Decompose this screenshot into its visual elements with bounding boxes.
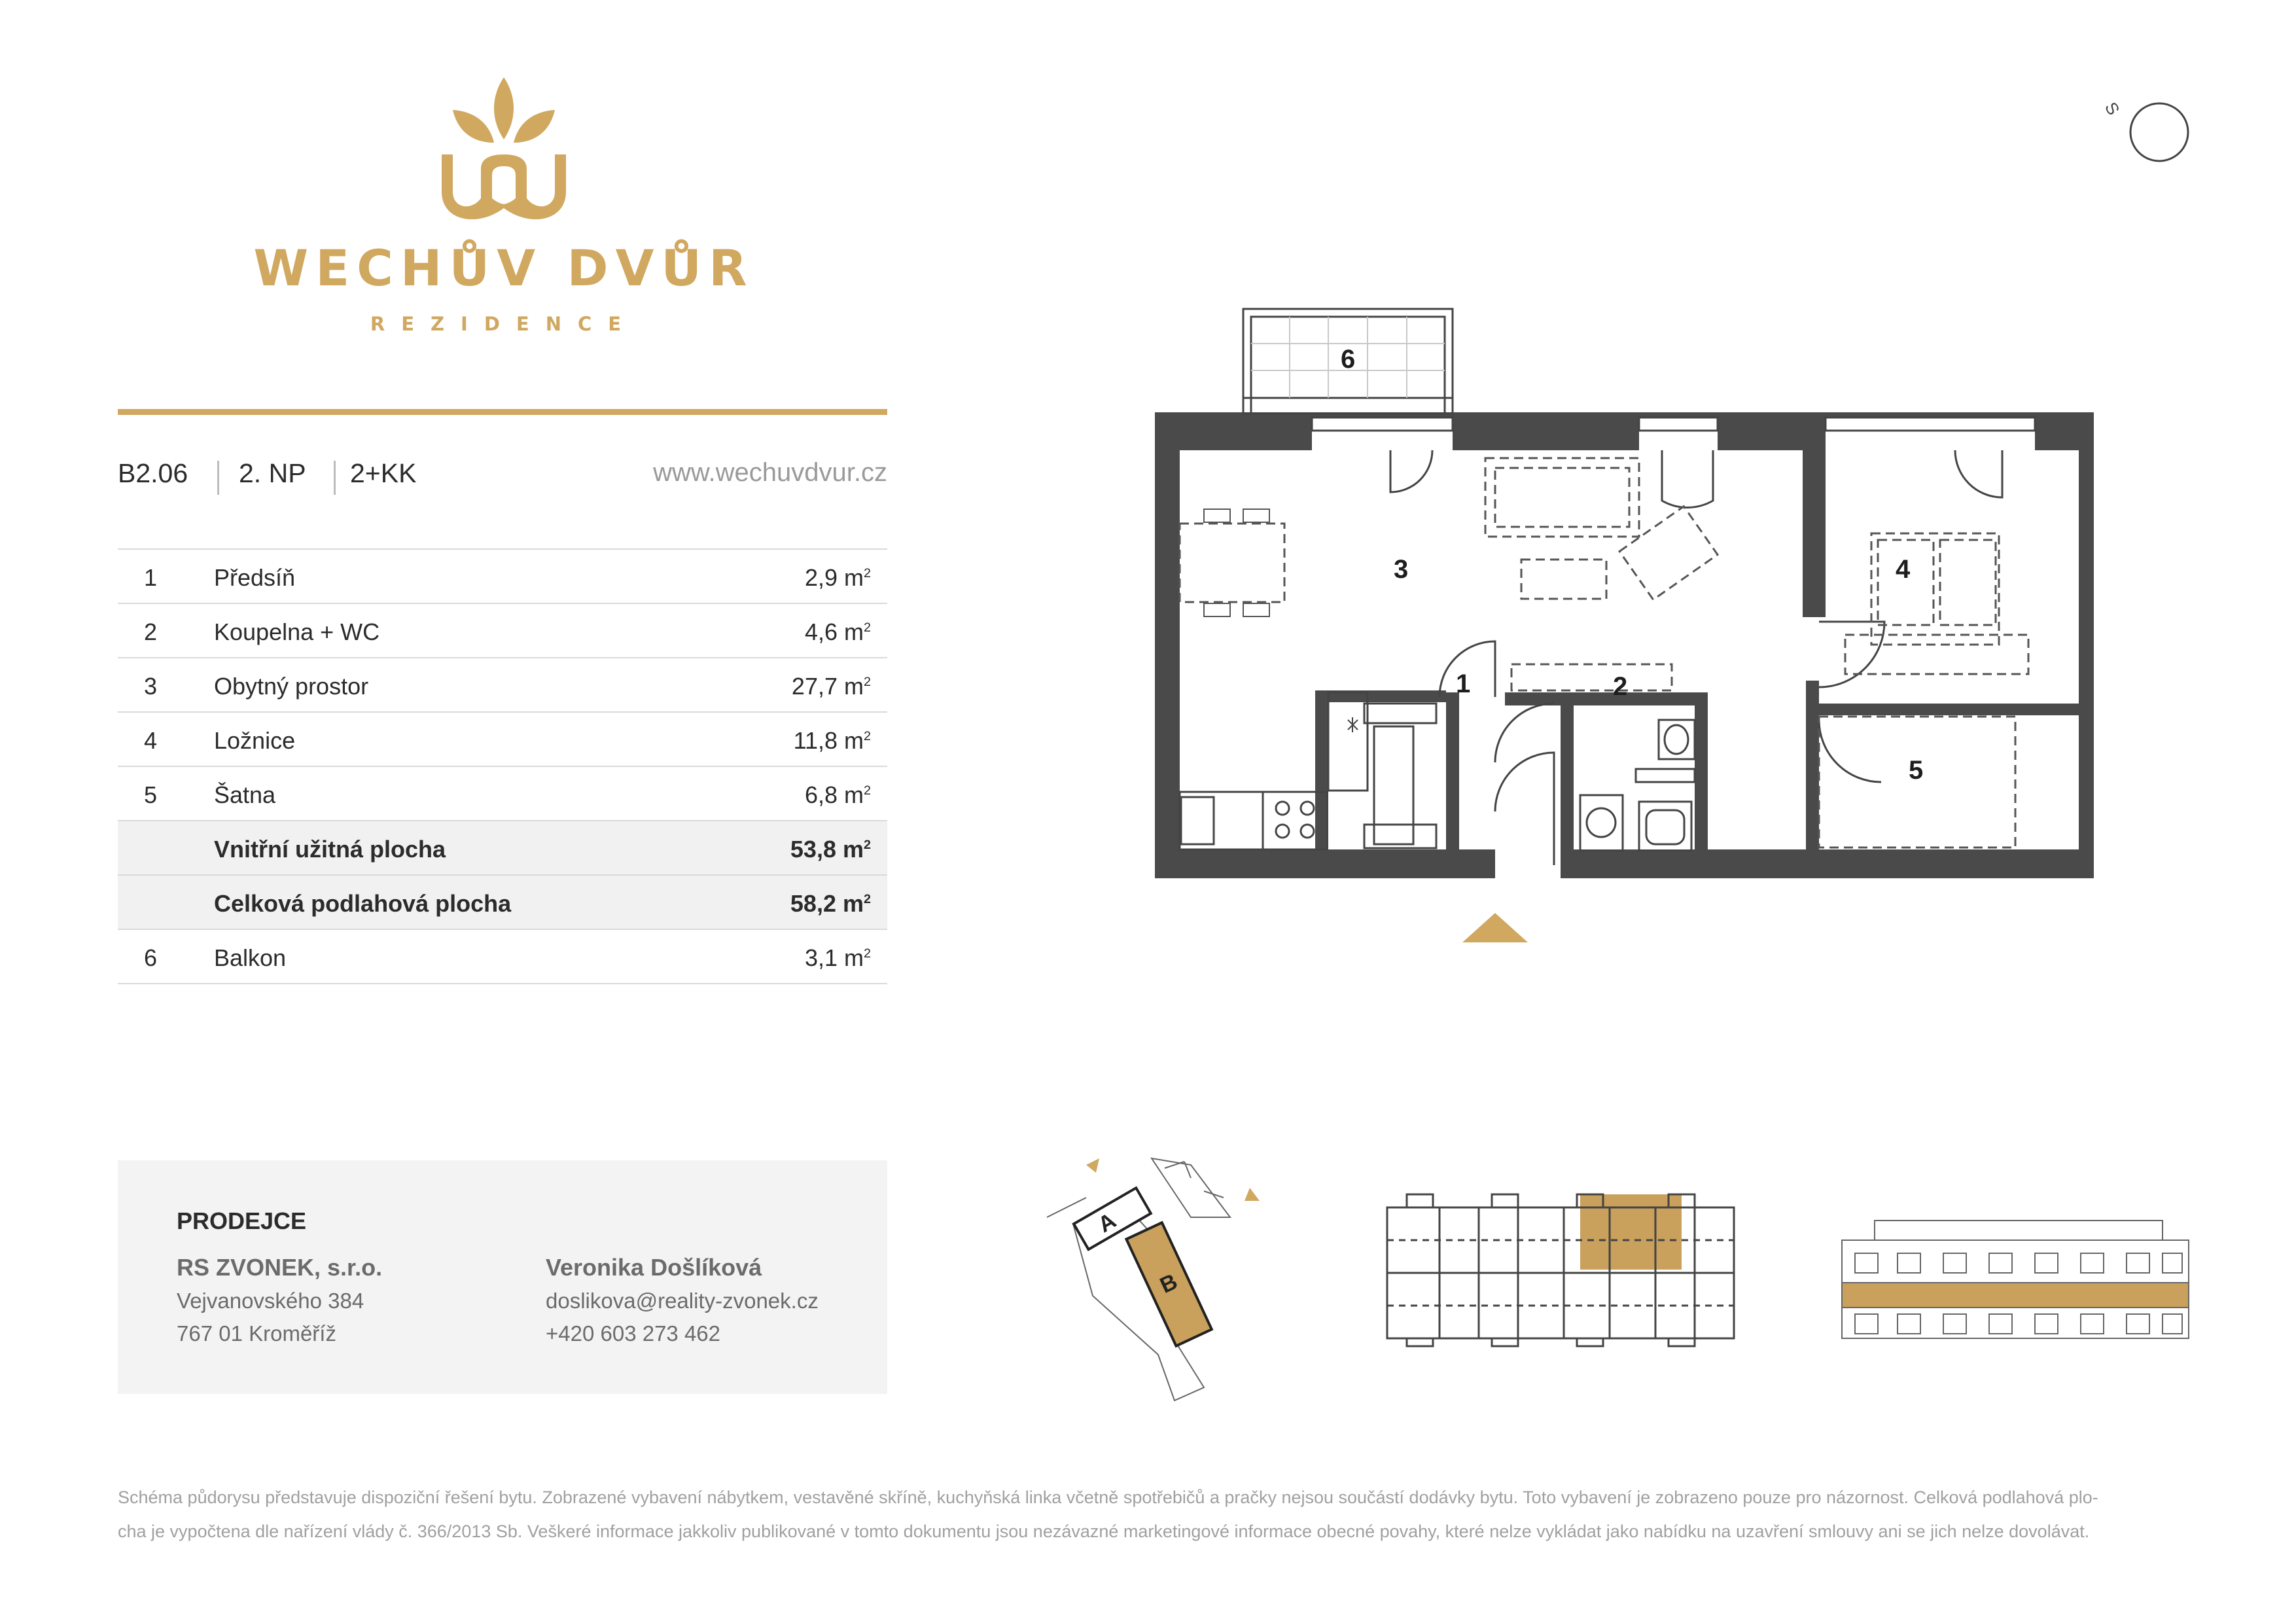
total-area: 58,2 $m^2$ (790, 890, 871, 917)
table-row (118, 766, 887, 820)
room-name: Předsíň (214, 564, 296, 591)
room-area: 3,1 $m^2$ (804, 944, 871, 971)
furniture (1180, 458, 2028, 847)
room-label-4: 4 (1896, 555, 1911, 584)
room-name: Balkon (214, 944, 287, 971)
room-area: 6,8 $m^2$ (804, 781, 871, 808)
table-row (118, 657, 887, 711)
disclaimer-line: Schéma půdorysu představuje dispoziční řešení bytu. Zobrazené vybavení nábytkem, vestavěné skříně, kuchyňská linka včetně spotřebičů a pračky nejsou součástí dodávky bytu. Toto vybavení je zobrazeno pouze pro názornost. Celková podlahová plo- (118, 1488, 2098, 1507)
room-number: 6 (144, 944, 158, 971)
disclaimer (118, 1480, 2185, 1548)
windows (1312, 418, 2035, 431)
floor-key-map (1381, 1188, 1740, 1351)
company-city: 767 01 Kroměříž (177, 1321, 336, 1346)
table-row-balcony (118, 929, 887, 984)
room-area: 2,9 $m^2$ (804, 564, 871, 591)
chairs (1204, 509, 1269, 616)
brand-subtitle: REZIDENCE (370, 313, 638, 335)
total-area: 53,8 $m^2$ (790, 836, 871, 863)
building-a-label: A (1093, 1207, 1121, 1238)
room-label-2: 2 (1613, 672, 1628, 701)
elevation-key-map (1835, 1211, 2202, 1342)
agent-email[interactable]: doslikova@reality-zvonek.cz (546, 1289, 819, 1313)
agent-phone[interactable]: +420 603 273 462 (546, 1321, 721, 1346)
unit-header (118, 458, 887, 497)
unit-floor: 2. NP (239, 458, 306, 488)
walls (1155, 412, 2094, 878)
room-name: Šatna (214, 781, 276, 808)
separator (217, 461, 219, 495)
room-number: 1 (144, 564, 158, 591)
room-number: 3 (144, 673, 158, 700)
entrance-arrow-icon (1462, 913, 1528, 942)
room-area: 11,8 $m^2$ (793, 727, 871, 754)
company-name: RS ZVONEK, s.r.o. (177, 1254, 383, 1281)
sales-contact-box (118, 1160, 887, 1394)
room-number: 4 (144, 727, 158, 754)
compass-letter: S (2100, 98, 2124, 118)
room-number: 5 (144, 781, 158, 808)
total-row-usable (118, 820, 887, 874)
website-link[interactable]: www.wechuvdvur.cz (653, 458, 887, 487)
building-b-label: B (1156, 1269, 1182, 1298)
bathroom-fixtures (1580, 720, 1695, 851)
room-label-1: 1 (1456, 669, 1471, 698)
brand-name: WECHŮV DVŮR (253, 239, 754, 297)
unit-layout: 2+KK (350, 458, 417, 488)
kitchen (1180, 692, 1436, 849)
floor-plan (1099, 301, 2094, 955)
room-area: 27,7 $m^2$ (791, 673, 871, 700)
total-name: Celková podlahová plocha (214, 890, 512, 917)
room-name: Ložnice (214, 727, 296, 754)
unit-code: B2.06 (118, 458, 188, 488)
room-name: Koupelna + WC (214, 618, 380, 645)
compass-icon (2094, 92, 2199, 170)
total-row-floor (118, 874, 887, 929)
site-key-map (1034, 1139, 1282, 1414)
room-label-3: 3 (1394, 555, 1409, 584)
company-street: Vejvanovského 384 (177, 1289, 364, 1313)
ventilation-icon (1348, 717, 1358, 732)
room-name: Obytný prostor (214, 673, 369, 700)
table-row (118, 711, 887, 766)
disclaimer-line: cha je vypočtena dle nařízení vlády č. 366/2013 Sb. Veškeré informace jakkoliv publikované v tomto dokumentu jsou nezávazné marketingové informace obecné povahy, které nelze vykládat jako nabídku na uzavření smlouvy ani se jich nelze dovolávat. (118, 1522, 2090, 1541)
table-row (118, 548, 887, 603)
sales-heading: PRODEJCE (177, 1207, 307, 1234)
room-area-table (118, 548, 887, 984)
agent-name: Veronika Došlíková (546, 1254, 762, 1281)
room-area: 4,6 $m^2$ (804, 618, 871, 645)
table-row (118, 603, 887, 657)
room-number: 2 (144, 618, 158, 645)
total-name: Vnitřní užitná plocha (214, 836, 446, 863)
brand-logo-icon (438, 77, 569, 223)
room-label-6: 6 (1341, 345, 1356, 374)
separator (334, 461, 336, 495)
room-label-5: 5 (1909, 756, 1924, 785)
gold-divider (118, 409, 887, 415)
